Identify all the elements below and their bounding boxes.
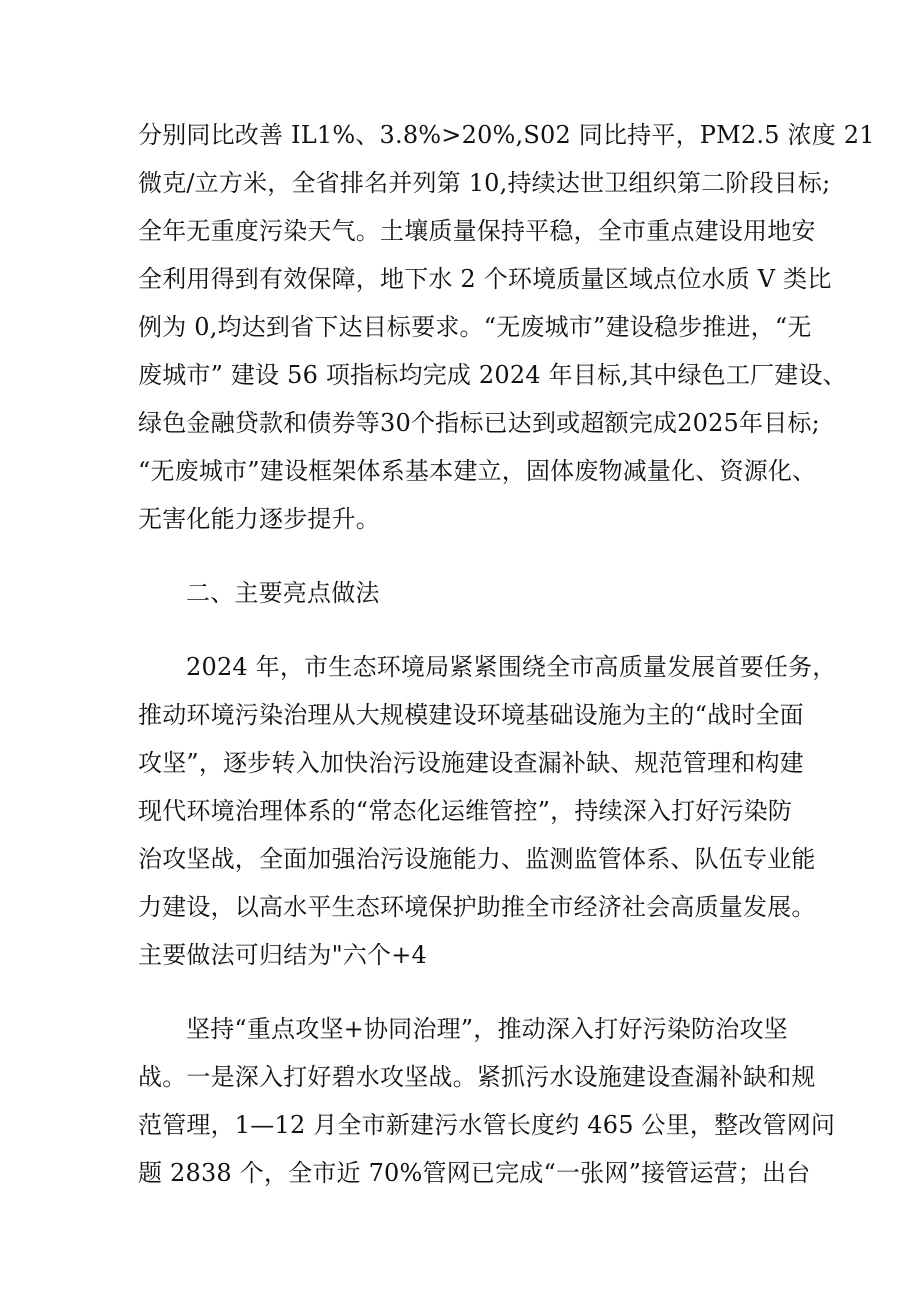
paragraph-line: 主要做法可归结为"六个+4 — [138, 941, 428, 969]
paragraph-line: 战。一是深入打好碧水攻坚战。紧抓污水设施建设查漏补缺和规 — [138, 1063, 816, 1091]
paragraph-line: 攻坚”，逐步转入加快治污设施建设查漏补缺、规范管理和构建 — [138, 749, 804, 777]
paragraph-line: 全利用得到有效保障，地下水 2 个环境质量区域点位水质 V 类比 — [138, 265, 832, 293]
paragraph-line: 微克/立方米，全省排名并列第 10,持续达世卫组织第二阶段目标; — [138, 169, 831, 197]
paragraph-line: 推动环境污染治理从大规模建设环境基础设施为主的“战时全面 — [138, 701, 804, 729]
paragraph-line: “无废城市”建设框架体系基本建立，固体废物减量化、资源化、 — [138, 457, 817, 485]
paragraph-line: 范管理，1—12 月全市新建污水管长度约 465 公里，整改管网问 — [138, 1111, 836, 1139]
paragraph-line: 坚持“重点攻坚+协同治理”，推动深入打好污染防治攻坚 — [186, 1015, 788, 1043]
paragraph-line: 现代环境治理体系的“常态化运维管控”，持续深入打好污染防 — [138, 797, 793, 825]
paragraph-line: 2024 年，市生态环境局紧紧围绕全市高质量发展首要任务， — [186, 653, 837, 681]
paragraph-line: 例为 0,均达到省下达目标要求。“无废城市”建设稳步推进，“无 — [138, 313, 812, 341]
paragraph-line: 无害化能力逐步提升。 — [138, 505, 380, 533]
paragraph-line: 题 2838 个，全市近 70%管网已完成“一张网”接管运营；出台 — [138, 1159, 811, 1187]
paragraph-line: 力建设，以高水平生态环境保护助推全市经济社会高质量发展。 — [138, 893, 816, 921]
paragraph-line: 全年无重度污染天气。土壤质量保持平稳，全市重点建设用地安 — [138, 217, 816, 245]
paragraph-line: 分别同比改善 IL1%、3.8%>20%,S02 同比持平，PM2.5 浓度 21 — [138, 121, 875, 149]
paragraph-line: 治攻坚战，全面加强治污设施能力、监测监管体系、队伍专业能 — [138, 845, 816, 873]
paragraph-line: 绿色金融贷款和债券等30个指标已达到或超额完成2025年目标; — [138, 409, 820, 437]
section-heading: 二、主要亮点做法 — [186, 579, 380, 607]
paragraph-line: 废城市” 建设 56 项指标均完成 2024 年目标,其中绿色工厂建设、 — [138, 361, 847, 389]
